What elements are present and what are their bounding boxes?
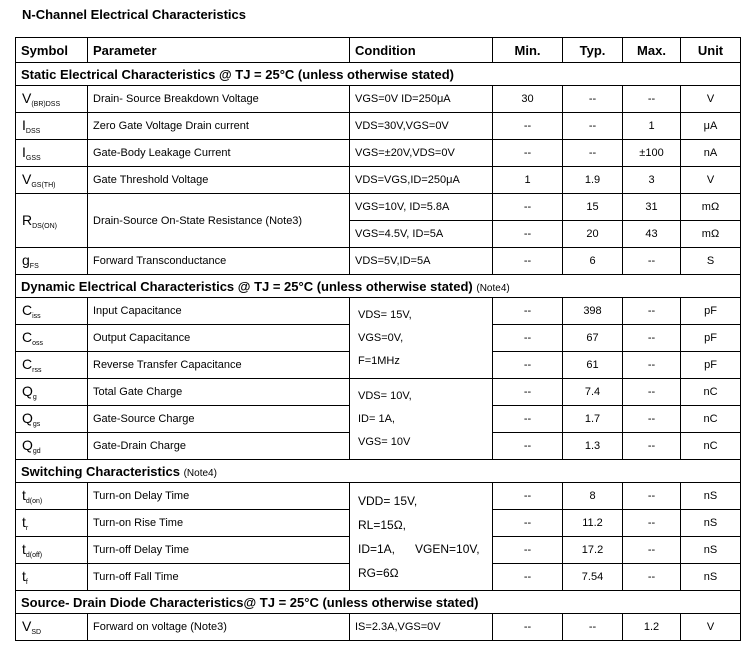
parameter-cell: Turn-on Delay Time [88,483,350,510]
condition-cell: VGS=10V, ID=5.8A [350,194,493,221]
section-row [16,275,741,298]
symbol-main: V [22,171,32,187]
parameter-cell: Gate-Source Charge [88,406,350,433]
symbol-subscript: FS [29,263,39,270]
symbol-cell [16,483,88,510]
parameter-cell: Output Capacitance [88,325,350,352]
condition-cell: VGS=4.5V, ID=5A [350,221,493,248]
parameter-cell: Turn-off Delay Time [88,537,350,564]
symbol-main: R [22,211,33,228]
min-cell: -- [493,298,563,325]
section-row [16,460,741,483]
min-cell: -- [493,510,563,537]
min-cell: -- [493,113,563,140]
max-cell: -- [623,564,681,591]
symbol-main: V [22,90,32,106]
max-cell: -- [623,325,681,352]
unit-cell: mΩ [681,221,741,248]
unit-cell: nA [681,140,741,167]
parameter-cell: Forward on voltage (Note3) [88,614,350,641]
shared-condition-text: VDD= 15V, RL=15Ω, ID=1A, VGEN=10V, RG=6Ω [358,493,480,580]
unit-cell: nS [681,537,741,564]
symbol-subscript: d(off) [25,552,43,559]
min-cell: -- [493,537,563,564]
unit-cell: pF [681,298,741,325]
condition-cell: VGS=±20V,VDS=0V [350,140,493,167]
unit-cell: nS [681,510,741,537]
symbol-cell [16,614,88,641]
symbol-main: I [22,117,26,133]
unit-cell: V [681,614,741,641]
section-heading: Switching Characteristics [21,463,180,479]
unit-cell: V [681,86,741,113]
typ-cell: 17.2 [563,537,623,564]
shared-condition-text: VDS= 15V, VGS=0V, F=1MHz [358,308,412,367]
section-note: (Note4) [183,467,217,479]
section-title [16,275,741,298]
symbol-subscript: SD [31,629,42,636]
min-cell: -- [493,248,563,275]
table-row [16,379,741,406]
shared-condition-cell [350,298,493,379]
symbol-cell [16,433,88,460]
parameter-cell: Drain- Source Breakdown Voltage [88,86,350,113]
typ-cell: 6 [563,248,623,275]
unit-cell: μA [681,113,741,140]
table-row [16,298,741,325]
typ-cell: 7.54 [563,564,623,591]
symbol-subscript: GSS [25,155,41,162]
max-cell: -- [623,433,681,460]
parameter-cell: Forward Transconductance [88,248,350,275]
min-cell: -- [493,352,563,379]
symbol-main: I [22,144,26,160]
unit-cell: mΩ [681,194,741,221]
unit-cell: nC [681,379,741,406]
parameter-cell: Turn-on Rise Time [88,510,350,537]
typ-cell: 8 [563,483,623,510]
table-row [16,86,741,113]
min-cell: -- [493,406,563,433]
min-cell: -- [493,140,563,167]
typ-cell: -- [563,113,623,140]
typ-cell: 398 [563,298,623,325]
parameter-cell: Total Gate Charge [88,379,350,406]
table-body [16,63,741,641]
symbol-main: Q [22,410,33,426]
table-row [16,167,741,194]
symbol-subscript: GS(TH) [31,182,56,189]
max-cell: -- [623,483,681,510]
symbol-subscript: (BR)DSS [31,101,61,108]
symbol-cell [16,167,88,194]
condition-cell: VGS=0V ID=250μA [350,86,493,113]
min-cell: -- [493,325,563,352]
symbol-main: C [22,329,33,345]
typ-cell: -- [563,614,623,641]
max-cell: ±100 [623,140,681,167]
shared-condition-cell [350,379,493,460]
max-cell: -- [623,510,681,537]
max-cell: -- [623,86,681,113]
section-title [16,460,741,483]
unit-cell: pF [681,325,741,352]
max-cell: 1 [623,113,681,140]
unit-cell: nS [681,483,741,510]
symbol-subscript: DS(ON) [32,222,58,230]
min-cell: 30 [493,86,563,113]
max-cell: 43 [623,221,681,248]
max-cell: -- [623,298,681,325]
condition-cell: VDS=VGS,ID=250μA [350,167,493,194]
symbol-main: Q [22,383,33,399]
typ-cell: 1.9 [563,167,623,194]
parameter-cell: Gate-Drain Charge [88,433,350,460]
header-condition: Condition [350,38,493,63]
condition-cell: IS=2.3A,VGS=0V [350,614,493,641]
symbol-main: V [22,618,32,634]
condition-cell: VDS=5V,ID=5A [350,248,493,275]
symbol-cell [16,248,88,275]
symbol-subscript: g [32,394,37,401]
symbol-main: t [22,514,26,530]
header-symbol: Symbol [16,38,88,63]
symbol-cell [16,564,88,591]
symbol-subscript: oss [32,340,44,347]
symbol-cell [16,352,88,379]
typ-cell: 11.2 [563,510,623,537]
unit-cell: nC [681,406,741,433]
symbol-cell [16,140,88,167]
characteristics-table [15,37,741,641]
min-cell: -- [493,483,563,510]
symbol-main: t [22,568,26,584]
min-cell: -- [493,433,563,460]
parameter-cell: Gate Threshold Voltage [88,167,350,194]
unit-cell: nS [681,564,741,591]
typ-cell: 20 [563,221,623,248]
typ-cell: -- [563,140,623,167]
max-cell: -- [623,379,681,406]
max-cell: 3 [623,167,681,194]
section-heading: Dynamic Electrical Characteristics @ TJ = 25°C (unless otherwise stated) [21,278,473,294]
typ-cell: 67 [563,325,623,352]
header-min: Min. [493,38,563,63]
header-max: Max. [623,38,681,63]
shared-condition-text: VDS= 10V, ID= 1A, VGS= 10V [358,389,412,448]
symbol-main: t [22,487,26,503]
header-unit: Unit [681,38,741,63]
symbol-main: C [22,302,33,318]
min-cell: -- [493,221,563,248]
symbol-subscript: r [25,525,29,532]
typ-cell: 15 [563,194,623,221]
symbol-cell [16,537,88,564]
symbol-subscript: rss [32,367,42,374]
typ-cell: 1.3 [563,433,623,460]
typ-cell: 1.7 [563,406,623,433]
unit-cell: S [681,248,741,275]
symbol-cell [16,113,88,140]
min-cell: 1 [493,167,563,194]
max-cell: -- [623,248,681,275]
symbol-cell [16,510,88,537]
parameter-cell: Zero Gate Voltage Drain current [88,113,350,140]
table-row [16,483,741,510]
max-cell: -- [623,537,681,564]
header-parameter: Parameter [88,38,350,63]
shared-condition-cell [350,483,493,591]
min-cell: -- [493,614,563,641]
page-title: N-Channel Electrical Characteristics [22,7,246,22]
parameter-cell: Turn-off Fall Time [88,564,350,591]
symbol-subscript: gs [32,421,41,428]
unit-cell: V [681,167,741,194]
symbol-subscript: DSS [25,128,41,135]
header-typ: Typ. [563,38,623,63]
symbol-main: t [22,541,26,557]
symbol-cell [16,406,88,433]
table-row [16,614,741,641]
table-row [16,194,741,221]
section-heading: Static Electrical Characteristics @ TJ = 25°C (unless otherwise stated) [21,66,454,82]
parameter-cell: Input Capacitance [88,298,350,325]
typ-cell: 61 [563,352,623,379]
header-row [16,38,741,63]
min-cell: -- [493,379,563,406]
symbol-subscript: gd [32,448,41,455]
symbol-cell [16,298,88,325]
unit-cell: pF [681,352,741,379]
section-row [16,591,741,614]
min-cell: -- [493,194,563,221]
parameter-cell: Drain-Source On-State Resistance (Note3) [88,194,350,248]
symbol-subscript: iss [32,313,41,320]
condition-cell: VDS=30V,VGS=0V [350,113,493,140]
symbol-main: g [22,252,30,268]
symbol-cell [16,86,88,113]
symbol-subscript: d(on) [25,498,43,505]
symbol-main: C [22,356,33,372]
section-heading: Source- Drain Diode Characteristics@ TJ = 25°C (unless otherwise stated) [21,594,479,610]
table-row [16,140,741,167]
max-cell: 31 [623,194,681,221]
table-row [16,113,741,140]
symbol-cell [16,194,88,248]
max-cell: 1.2 [623,614,681,641]
table-row [16,248,741,275]
symbol-cell [16,325,88,352]
parameter-cell: Reverse Transfer Capacitance [88,352,350,379]
unit-cell: nC [681,433,741,460]
max-cell: -- [623,352,681,379]
typ-cell: 7.4 [563,379,623,406]
section-row [16,63,741,86]
section-title [16,591,741,614]
symbol-cell [16,379,88,406]
section-title [16,63,741,86]
min-cell: -- [493,564,563,591]
section-note: (Note4) [476,282,510,294]
symbol-subscript: f [25,579,28,586]
symbol-main: Q [22,437,33,453]
parameter-cell: Gate-Body Leakage Current [88,140,350,167]
max-cell: -- [623,406,681,433]
typ-cell: -- [563,86,623,113]
